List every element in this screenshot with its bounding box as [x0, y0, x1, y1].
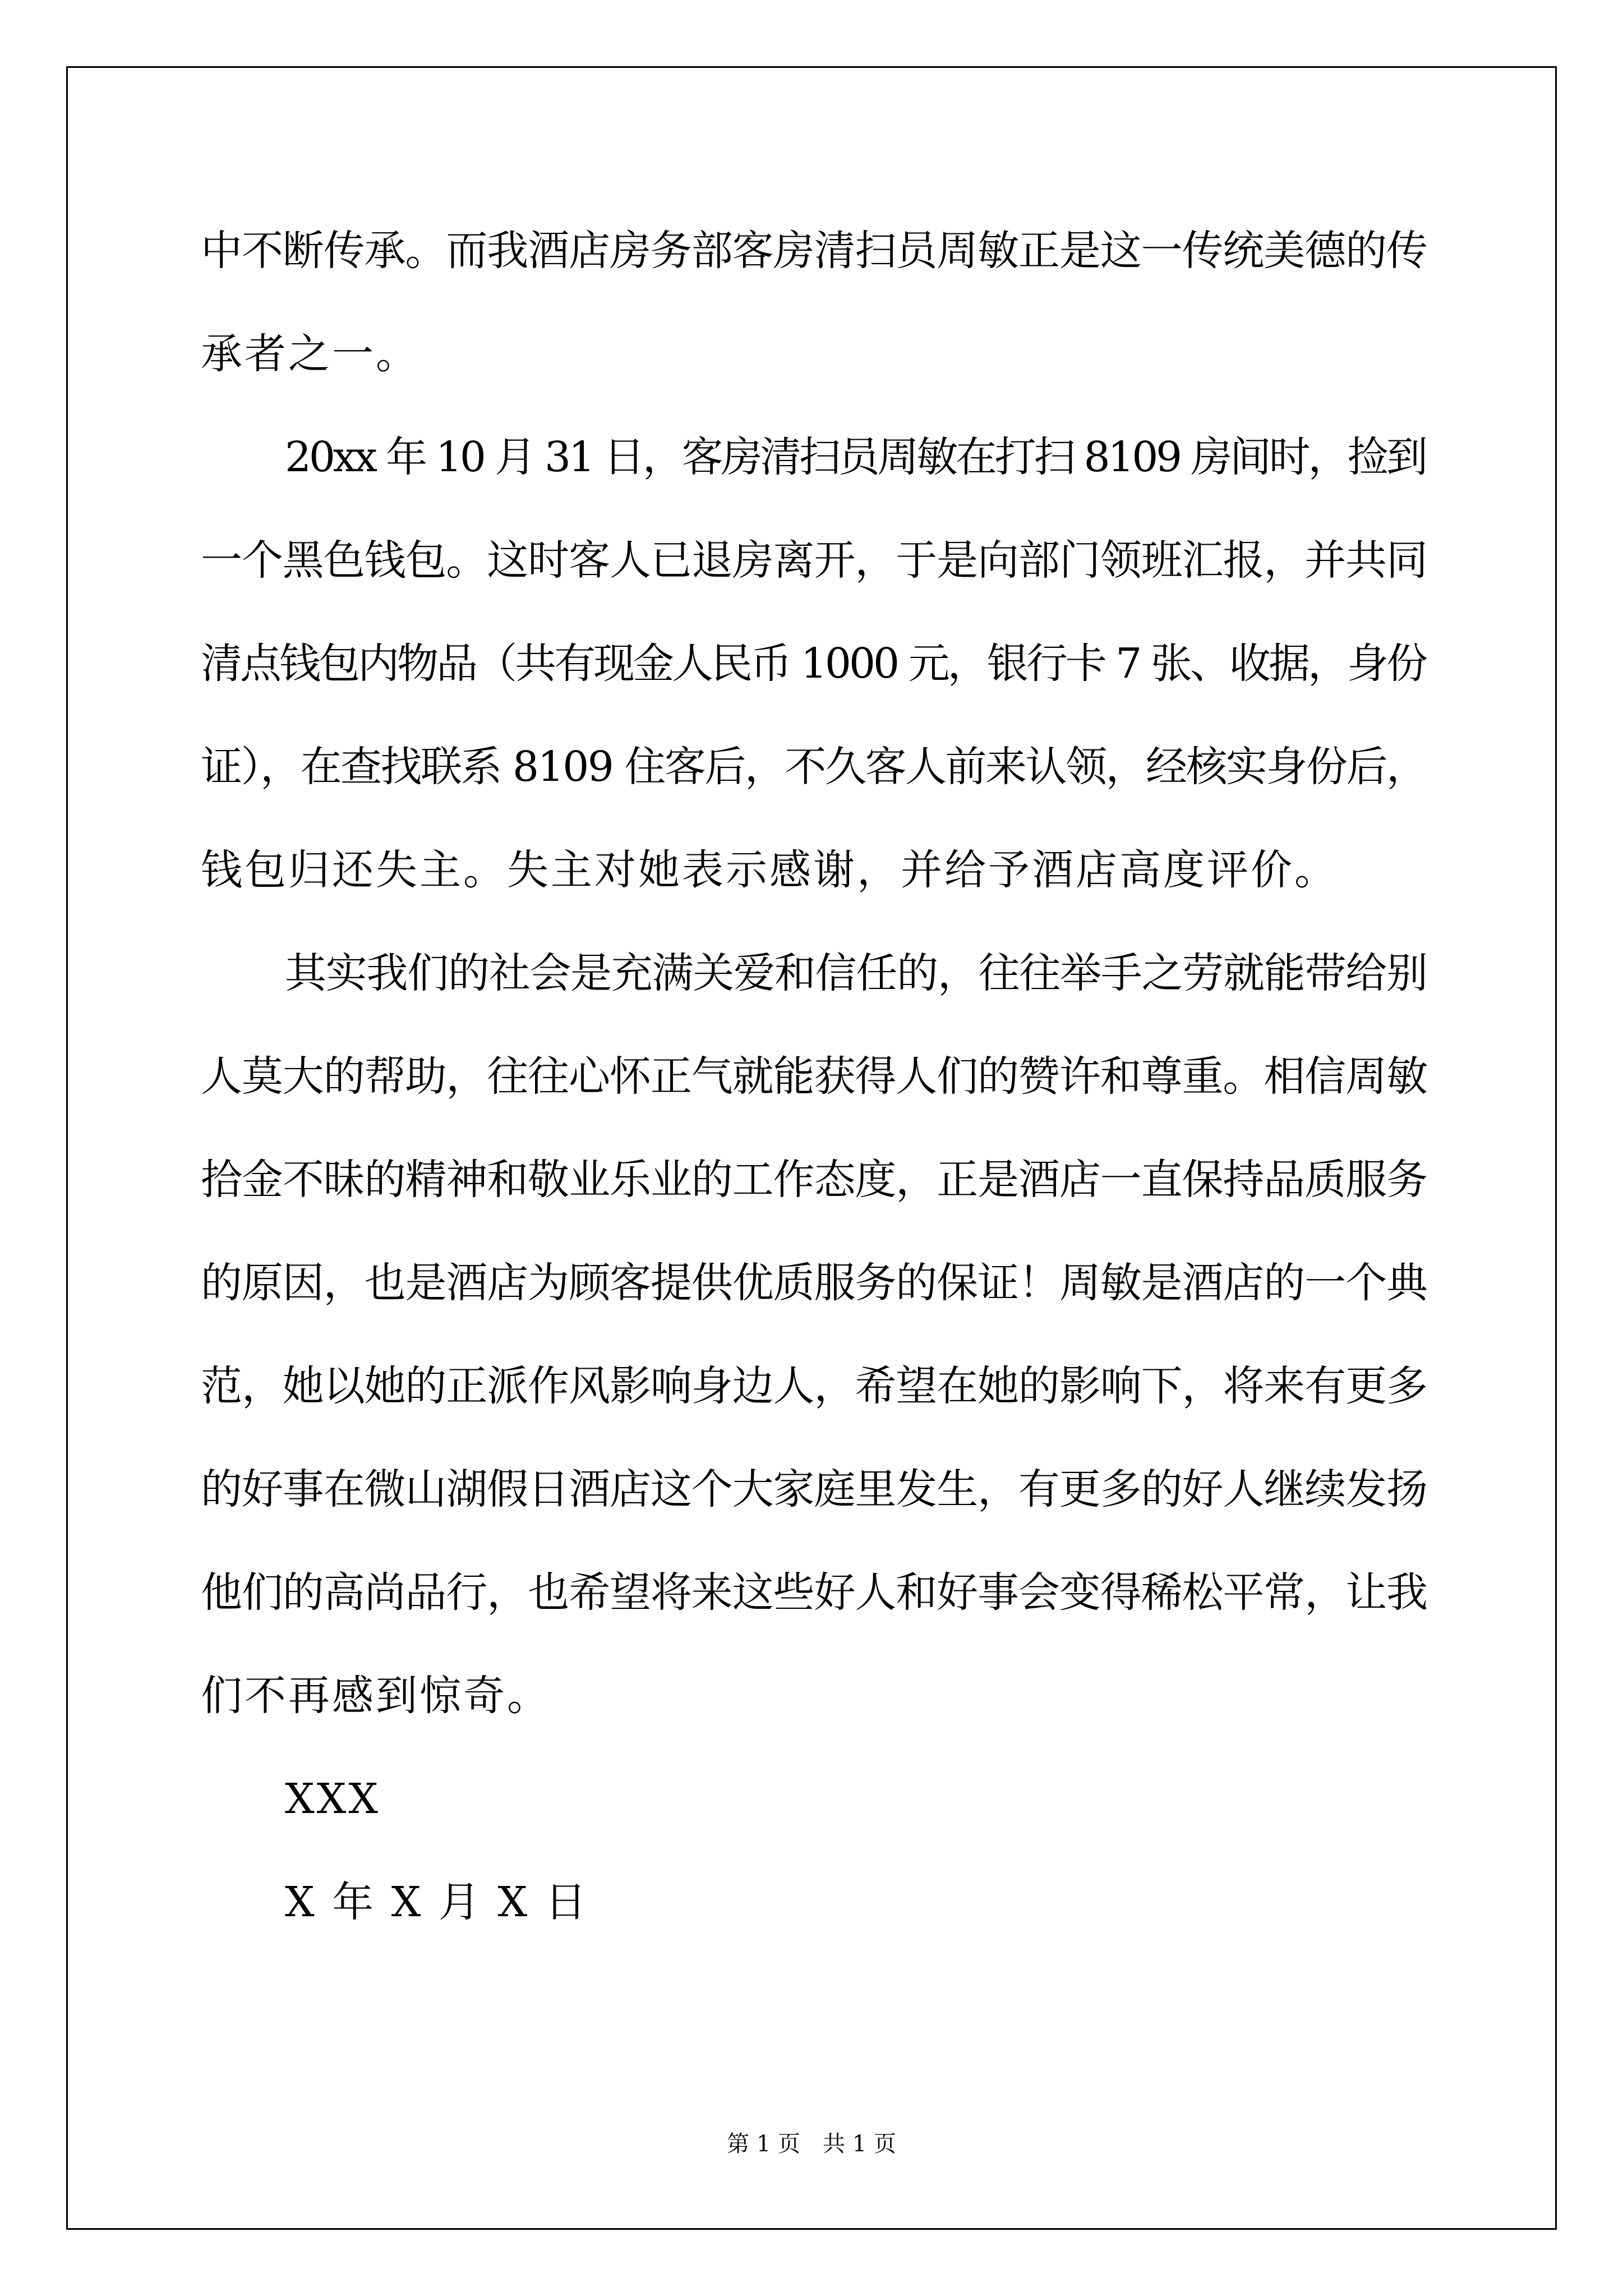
date-text: X 年 X 月 X 日 — [285, 1878, 589, 1926]
signature — [285, 1747, 380, 1851]
text-line — [201, 509, 1428, 612]
text-line-content: 拾金不昧的精神和敬业乐业的工作态度，正是酒店一直保持品质服务 — [201, 1156, 1427, 1204]
text-line — [201, 1644, 551, 1747]
text-line-content: 20xx 年 10 月 31 日，客房清扫员周敏在打扫 8109 房间时，捡到 — [285, 433, 1426, 481]
text-line-content: 证），在查找联系 8109 住客后，不久客人前来认领，经核实身份后， — [201, 743, 1427, 791]
text-line — [201, 1541, 1428, 1644]
text-line-content: 一个黑色钱包。这时客人已退房离开，于是向部门领班汇报，并共同 — [201, 536, 1427, 585]
text-line — [201, 612, 1428, 715]
signature-text: XXX — [285, 1775, 381, 1823]
date-line — [285, 1851, 589, 1954]
text-line-content: 们不再感到惊奇。 — [201, 1672, 551, 1720]
text-line — [201, 1025, 1428, 1128]
text-line-content: 的原因，也是酒店为顾客提供优质服务的保证！周敏是酒店的一个典 — [201, 1259, 1427, 1307]
text-line — [201, 302, 419, 406]
text-line — [201, 715, 1428, 818]
text-line-content: 的好事在微山湖假日酒店这个大家庭里发生，有更多的好人继续发扬 — [201, 1465, 1427, 1513]
page-footer — [0, 2126, 1623, 2158]
text-line-content: 承者之一。 — [201, 330, 419, 378]
page-number: 第 1 页 共 1 页 — [727, 2131, 896, 2157]
text-line — [201, 922, 1428, 1025]
text-line-content: 清点钱包内物品（共有现金人民币 1000 元，银行卡 7 张、收据，身份 — [201, 639, 1426, 688]
text-line — [201, 1231, 1428, 1335]
text-line-content: 钱包归还失主。失主对她表示感谢，并给予酒店高度评价。 — [201, 846, 1338, 894]
text-line — [201, 818, 1338, 922]
text-line — [201, 199, 1428, 302]
text-line-content: 他们的高尚品行，也希望将来这些好人和好事会变得稀松平常，让我 — [201, 1568, 1427, 1617]
text-line-content: 其实我们的社会是充满关爱和信任的，往往举手之劳就能带给别 — [285, 949, 1427, 997]
text-line — [201, 1438, 1428, 1541]
text-line — [201, 1128, 1428, 1231]
text-line-content: 人莫大的帮助，往往心怀正气就能获得人们的赞许和尊重。相信周敏 — [201, 1052, 1427, 1101]
text-line-content: 范，她以她的正派作风影响身边人，希望在她的影响下，将来有更多 — [201, 1362, 1427, 1410]
text-line-content: 中不断传承。而我酒店房务部客房清扫员周敏正是这一传统美德的传 — [201, 227, 1427, 275]
text-line — [201, 1335, 1428, 1438]
text-line — [201, 406, 1428, 509]
